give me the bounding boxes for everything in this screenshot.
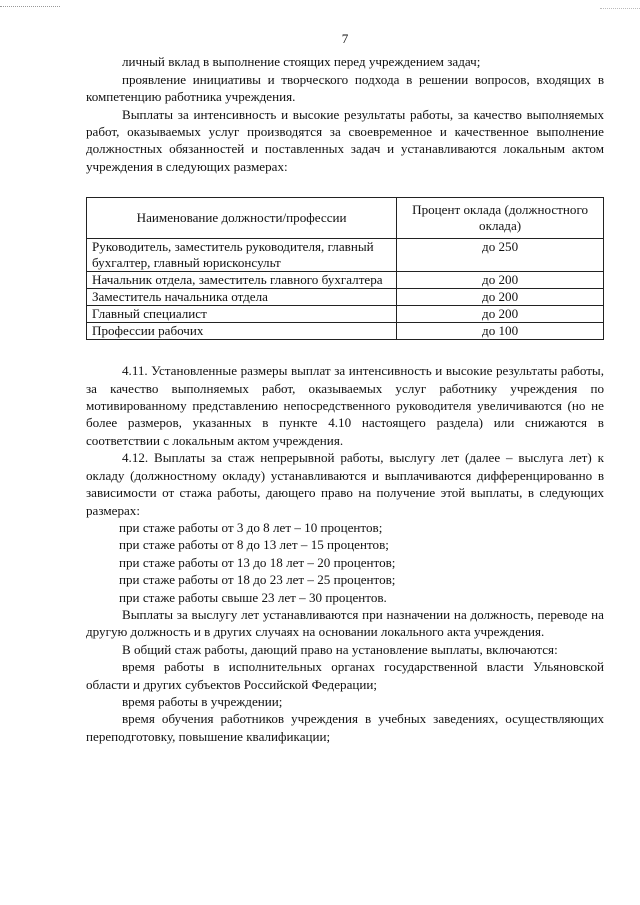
- column-header-percent: Процент оклада (должностного оклада): [397, 198, 604, 239]
- paragraph: время работы в исполнительных органах государственной власти Ульяновской области и других субъектов Российской Федерации;: [86, 659, 604, 692]
- position-cell: Главный специалист: [87, 306, 397, 323]
- stazh-list: [86, 519, 604, 606]
- list-item: при стаже работы свыше 23 лет – 30 процентов.: [119, 589, 387, 605]
- paragraph: время работы в учреждении;: [122, 693, 283, 709]
- page-number: 7: [341, 31, 349, 46]
- scan-artifact: [0, 6, 60, 8]
- position-cell: Заместитель начальника отдела: [87, 289, 397, 306]
- column-header-position: Наименование должности/профессии: [87, 198, 397, 239]
- clause-4-12: 4.12. Выплаты за стаж непрерывной работы, выслугу лет (далее – выслуга лет) к окладу (должностному окладу) устанавливаются и выплачиваются дифференцированно в зависимости от стажа работы, дающего право на получение этой выплаты, в следующих размерах:: [86, 450, 604, 518]
- percent-cell: до 100: [397, 323, 604, 340]
- paragraph: время обучения работников учреждения в учебных заведениях, осуществляющих переподготовку, повышение квалификации;: [86, 711, 604, 744]
- paragraph: Выплаты за выслугу лет устанавливаются при назначении на должность, переводе на другую должность и в других случаях на основании локального акта учреждения.: [86, 606, 604, 640]
- clause-4-11: 4.11. Установленные размеры выплат за интенсивность и высокие результаты работы, за качество выполняемых работ, оказываемых услуг работнику учреждения по мотивированному представлению непосредственного руководителя увеличиваются (но не более размеров, указанных в пункте 4.10 настоящего раздела) или снижаются в соответствии с локальным актом учреждения.: [86, 363, 604, 448]
- paragraph: В общий стаж работы, дающий право на установление выплаты, включаются:: [122, 641, 558, 657]
- list-item: при стаже работы от 3 до 8 лет – 10 процентов;: [119, 519, 383, 535]
- scan-artifact: [600, 8, 640, 10]
- list-item: при стаже работы от 13 до 18 лет – 20 процентов;: [119, 554, 396, 570]
- table-row: [87, 306, 604, 323]
- paragraph: Выплаты за интенсивность и высокие результаты работы, за качество выполняемых работ, оказываемых услуг производятся за своевременное и качественное выполнение должностных обязанностей и поставленных задач и устанавливаются локальным актом учреждения в следующих размерах:: [86, 106, 604, 174]
- table-row: [87, 272, 604, 289]
- percent-cell: до 200: [397, 306, 604, 323]
- percent-cell: до 200: [397, 272, 604, 289]
- list-item: при стаже работы от 8 до 13 лет – 15 процентов;: [119, 537, 389, 553]
- position-cell: Профессии рабочих: [87, 323, 397, 340]
- salary-percent-table: [86, 197, 604, 340]
- list-item: при стаже работы от 18 до 23 лет – 25 процентов;: [119, 572, 396, 588]
- paragraph: проявление инициативы и творческого подхода в решении вопросов, входящих в компетенцию работника учреждения.: [86, 71, 604, 105]
- paragraph: личный вклад в выполнение стоящих перед учреждением задач;: [122, 54, 481, 70]
- table-header-row: [87, 198, 604, 239]
- document-page: [86, 30, 604, 745]
- table-row: [87, 289, 604, 306]
- position-cell: Начальник отдела, заместитель главного бухгалтера: [87, 272, 397, 289]
- table-row: [87, 239, 604, 272]
- position-cell: Руководитель, заместитель руководителя, главный бухгалтер, главный юрисконсульт: [87, 239, 397, 272]
- table-row: [87, 323, 604, 340]
- percent-cell: до 200: [397, 289, 604, 306]
- percent-cell: до 250: [397, 239, 604, 272]
